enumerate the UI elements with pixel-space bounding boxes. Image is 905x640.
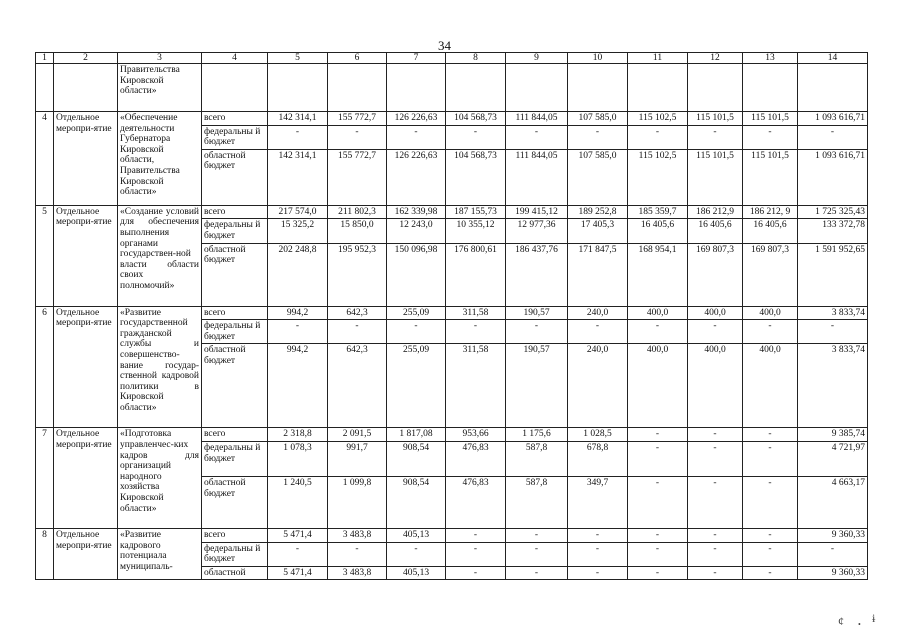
value-cell: 168 954,1 (628, 243, 688, 306)
value-cell: 255,09 (387, 344, 446, 428)
value-cell: - (328, 542, 387, 566)
value-cell: 126 226,63 (387, 149, 446, 205)
value-cell: 3 483,8 (328, 528, 387, 542)
value-cell: 908,54 (387, 441, 446, 476)
value-cell: - (268, 320, 328, 344)
item-name: «Создание условий для обеспечения выполнения органами государствен-ной власти области своих полномочий» (118, 205, 202, 306)
value-cell: - (743, 125, 798, 149)
value-cell: 202 248,8 (268, 243, 328, 306)
value-cell: 186 212, 9 (743, 205, 798, 219)
scan-mark: ȼ (838, 614, 844, 628)
funding-source: всего (202, 112, 268, 126)
value-cell: - (568, 542, 628, 566)
value-cell: 240,0 (568, 344, 628, 428)
value-cell: 115 101,5 (688, 149, 743, 205)
value-cell: 908,54 (387, 476, 446, 528)
value-cell: 349,7 (568, 476, 628, 528)
value-cell: - (387, 542, 446, 566)
value-cell: - (798, 320, 868, 344)
value-cell: 1 028,5 (568, 428, 628, 442)
value-cell: 1 099,8 (328, 476, 387, 528)
table-row (36, 112, 868, 126)
value-cell: - (628, 542, 688, 566)
value-cell: 16 405,6 (688, 219, 743, 243)
value-cell: - (628, 320, 688, 344)
item-name: «Развитие государственной гражданской службы и совершенство-вание государ-ственной кадровой политики в Кировской области» (118, 306, 202, 428)
value-cell: 155 772,7 (328, 112, 387, 126)
table-row (36, 306, 868, 320)
funding-source: всего (202, 205, 268, 219)
value-cell: 5 471,4 (268, 528, 328, 542)
value-cell: 4 663,17 (798, 476, 868, 528)
value-cell: 311,58 (446, 344, 506, 428)
value-cell: 104 568,73 (446, 149, 506, 205)
value-cell: - (268, 542, 328, 566)
value-cell: - (688, 528, 743, 542)
value-cell: 162 339,98 (387, 205, 446, 219)
value-cell: 155 772,7 (328, 149, 387, 205)
funding-source: областной бюджет (202, 243, 268, 306)
item-type: Отдельное меропри-ятие (54, 528, 118, 579)
value-cell: 3 483,8 (328, 566, 387, 580)
value-cell: - (628, 428, 688, 442)
value-cell: 5 471,4 (268, 566, 328, 580)
page-number: 34 (438, 38, 451, 53)
value-cell: 10 355,12 (446, 219, 506, 243)
value-cell: - (628, 566, 688, 580)
value-cell: 185 359,7 (628, 205, 688, 219)
table-row (36, 528, 868, 542)
value-cell: 16 405,6 (743, 219, 798, 243)
value-cell: 1 078,3 (268, 441, 328, 476)
item-number: 4 (36, 112, 54, 206)
value-cell: - (387, 125, 446, 149)
value-cell: 115 101,5 (743, 149, 798, 205)
value-cell: 142 314,1 (268, 112, 328, 126)
value-cell: 1 591 952,65 (798, 243, 868, 306)
value-cell: 169 807,3 (688, 243, 743, 306)
value-cell: 171 847,5 (568, 243, 628, 306)
value-cell: 142 314,1 (268, 149, 328, 205)
value-cell: 111 844,05 (506, 149, 568, 205)
value-cell: 1 093 616,71 (798, 112, 868, 126)
value-cell: 4 721,97 (798, 441, 868, 476)
value-cell: - (568, 125, 628, 149)
value-cell: - (506, 542, 568, 566)
value-cell: 12 243,0 (387, 219, 446, 243)
value-cell: 405,13 (387, 566, 446, 580)
value-cell: - (568, 566, 628, 580)
value-cell: 111 844,05 (506, 112, 568, 126)
table-row (36, 205, 868, 219)
scan-dot: • (858, 620, 861, 629)
value-cell: - (328, 320, 387, 344)
value-cell: 991,7 (328, 441, 387, 476)
value-cell: 107 585,0 (568, 149, 628, 205)
budget-table (35, 52, 868, 580)
funding-source: областной (202, 566, 268, 580)
header-cell: 11 (628, 53, 688, 64)
value-cell: 2 091,5 (328, 428, 387, 442)
value-cell: 2 318,8 (268, 428, 328, 442)
value-cell: - (506, 320, 568, 344)
value-cell: - (506, 125, 568, 149)
value-cell: 187 155,73 (446, 205, 506, 219)
value-cell: - (628, 476, 688, 528)
funding-source: федеральны й бюджет (202, 125, 268, 149)
header-cell: 5 (268, 53, 328, 64)
value-cell: - (328, 125, 387, 149)
funding-source: всего (202, 528, 268, 542)
item-name: «Развитие кадрового потенциала муниципаль- (118, 528, 202, 579)
value-cell: 15 850,0 (328, 219, 387, 243)
value-cell: - (446, 320, 506, 344)
value-cell: 211 802,3 (328, 205, 387, 219)
header-cell: 14 (798, 53, 868, 64)
funding-source: всего (202, 306, 268, 320)
header-cell: 6 (328, 53, 387, 64)
value-cell: 115 102,5 (628, 149, 688, 205)
item-number: 7 (36, 428, 54, 529)
funding-source: областной бюджет (202, 149, 268, 205)
value-cell: 107 585,0 (568, 112, 628, 126)
value-cell: 186 212,9 (688, 205, 743, 219)
value-cell: - (568, 320, 628, 344)
value-cell: 994,2 (268, 344, 328, 428)
funding-source: областной бюджет (202, 476, 268, 528)
value-cell: - (506, 566, 568, 580)
value-cell: - (743, 542, 798, 566)
funding-source: областной бюджет (202, 344, 268, 428)
value-cell: - (446, 542, 506, 566)
value-cell: 400,0 (628, 306, 688, 320)
value-cell: - (743, 320, 798, 344)
value-cell: 190,57 (506, 344, 568, 428)
value-cell: 115 101,5 (743, 112, 798, 126)
value-cell: - (268, 125, 328, 149)
value-cell: - (688, 542, 743, 566)
value-cell: 587,8 (506, 476, 568, 528)
value-cell: 400,0 (688, 344, 743, 428)
item-type: Отдельное меропри-ятие (54, 306, 118, 428)
item-number: 6 (36, 306, 54, 428)
value-cell: - (688, 476, 743, 528)
header-cell: 12 (688, 53, 743, 64)
value-cell: 133 372,78 (798, 219, 868, 243)
value-cell: 405,13 (387, 528, 446, 542)
value-cell: 15 325,2 (268, 219, 328, 243)
value-cell: 16 405,6 (628, 219, 688, 243)
value-cell: 678,8 (568, 441, 628, 476)
table-row (36, 428, 868, 442)
value-cell: 186 437,76 (506, 243, 568, 306)
header-cell: 4 (202, 53, 268, 64)
item-name: «Обеспечение деятельности Губернатора Кировской области, Правительства Кировской области» (118, 112, 202, 206)
value-cell: 476,83 (446, 476, 506, 528)
value-cell: 12 977,36 (506, 219, 568, 243)
value-cell: 400,0 (743, 306, 798, 320)
scan-mark-2: ɨ (872, 611, 876, 625)
item-type: Отдельное меропри-ятие (54, 428, 118, 529)
header-cell: 10 (568, 53, 628, 64)
item-type: Отдельное меропри-ятие (54, 112, 118, 206)
value-cell: - (688, 441, 743, 476)
header-cell: 13 (743, 53, 798, 64)
value-cell: 311,58 (446, 306, 506, 320)
value-cell: 400,0 (628, 344, 688, 428)
value-cell: 476,83 (446, 441, 506, 476)
value-cell: 642,3 (328, 306, 387, 320)
value-cell: - (628, 441, 688, 476)
value-cell: 150 096,98 (387, 243, 446, 306)
value-cell: - (743, 528, 798, 542)
value-cell: 9 360,33 (798, 528, 868, 542)
value-cell: - (688, 320, 743, 344)
funding-source: федеральны й бюджет (202, 441, 268, 476)
value-cell: 1 817,08 (387, 428, 446, 442)
value-cell: 1 240,5 (268, 476, 328, 528)
funding-source: федеральны й бюджет (202, 320, 268, 344)
value-cell: 9 360,33 (798, 566, 868, 580)
value-cell: 953,66 (446, 428, 506, 442)
funding-source: федеральны й бюджет (202, 542, 268, 566)
value-cell: - (798, 542, 868, 566)
value-cell: 17 405,3 (568, 219, 628, 243)
value-cell: 115 102,5 (628, 112, 688, 126)
value-cell: 587,8 (506, 441, 568, 476)
value-cell: 255,09 (387, 306, 446, 320)
value-cell: - (688, 566, 743, 580)
value-cell: 126 226,63 (387, 112, 446, 126)
value-cell: - (743, 441, 798, 476)
value-cell: - (798, 125, 868, 149)
value-cell: 104 568,73 (446, 112, 506, 126)
value-cell: 195 952,3 (328, 243, 387, 306)
funding-source: федеральны й бюджет (202, 219, 268, 243)
header-cell: 2 (54, 53, 118, 64)
value-cell: - (446, 566, 506, 580)
continuation-row (36, 64, 868, 112)
value-cell: 176 800,61 (446, 243, 506, 306)
value-cell: - (743, 428, 798, 442)
value-cell: - (743, 476, 798, 528)
value-cell: - (506, 528, 568, 542)
value-cell: 217 574,0 (268, 205, 328, 219)
value-cell: - (688, 125, 743, 149)
continuation-text: Правительства Кировской области» (118, 64, 202, 112)
value-cell: 240,0 (568, 306, 628, 320)
value-cell: - (387, 320, 446, 344)
header-cell: 9 (506, 53, 568, 64)
item-type: Отдельное меропри-ятие (54, 205, 118, 306)
value-cell: 400,0 (688, 306, 743, 320)
value-cell: 3 833,74 (798, 344, 868, 428)
value-cell: 115 101,5 (688, 112, 743, 126)
value-cell: - (446, 125, 506, 149)
value-cell: 169 807,3 (743, 243, 798, 306)
value-cell: 199 415,12 (506, 205, 568, 219)
value-cell: 1 175,6 (506, 428, 568, 442)
header-row (36, 53, 868, 64)
funding-source: всего (202, 428, 268, 442)
value-cell: 994,2 (268, 306, 328, 320)
value-cell: - (743, 566, 798, 580)
value-cell: 1 093 616,71 (798, 149, 868, 205)
value-cell: 190,57 (506, 306, 568, 320)
header-cell: 3 (118, 53, 202, 64)
value-cell: 9 385,74 (798, 428, 868, 442)
value-cell: 3 833,74 (798, 306, 868, 320)
value-cell: 1 725 325,43 (798, 205, 868, 219)
item-number: 5 (36, 205, 54, 306)
header-cell: 7 (387, 53, 446, 64)
value-cell: - (628, 528, 688, 542)
value-cell: - (446, 528, 506, 542)
header-cell: 1 (36, 53, 54, 64)
value-cell: 400,0 (743, 344, 798, 428)
value-cell: 642,3 (328, 344, 387, 428)
value-cell: - (688, 428, 743, 442)
value-cell: 189 252,8 (568, 205, 628, 219)
value-cell: - (568, 528, 628, 542)
value-cell: - (628, 125, 688, 149)
header-cell: 8 (446, 53, 506, 64)
item-name: «Подготовка управленчес-ких кадров для организаций народного хозяйства Кировской области» (118, 428, 202, 529)
item-number: 8 (36, 528, 54, 579)
